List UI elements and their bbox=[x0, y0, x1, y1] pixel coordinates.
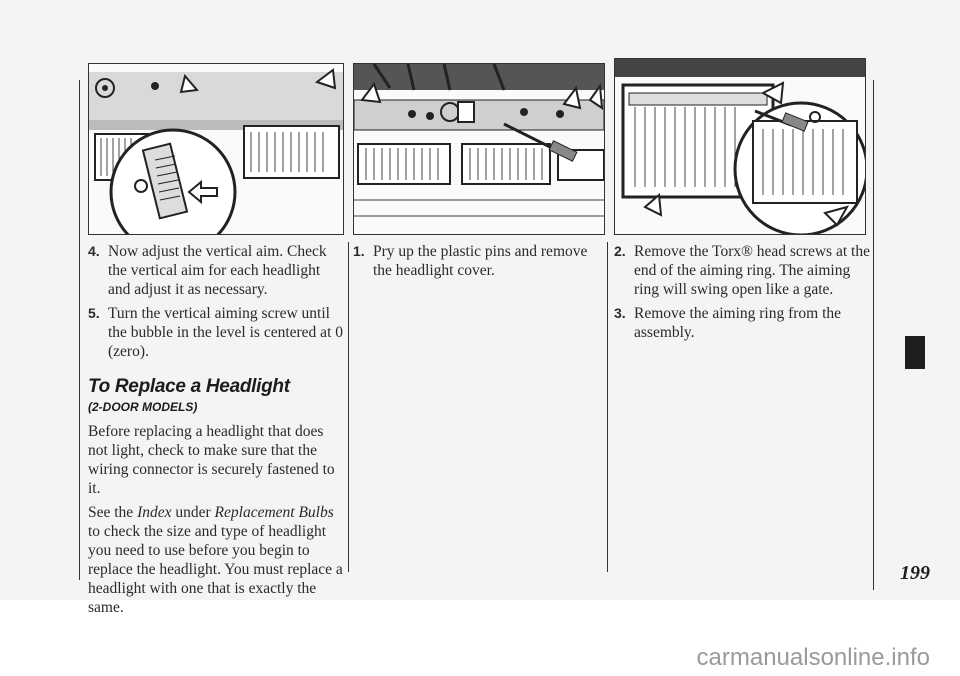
headlight-level-illustration bbox=[89, 64, 343, 234]
step-number: 3. bbox=[614, 305, 626, 321]
step-number: 4. bbox=[88, 243, 100, 259]
step-4 bbox=[88, 242, 346, 299]
watermark: carmanualsonline.info bbox=[696, 644, 930, 671]
text-run: to check the size and type of headlight you need to use before you begin to replace the headlight. You must replace a headlight with one that is exactly the same. bbox=[88, 523, 343, 616]
paragraph-replacement-bulbs bbox=[88, 503, 346, 617]
step-number: 2. bbox=[614, 243, 626, 259]
page-number: 199 bbox=[900, 562, 930, 584]
middle-column bbox=[353, 242, 603, 285]
aiming-ring-illustration bbox=[615, 59, 865, 234]
column-divider bbox=[607, 242, 608, 572]
right-column bbox=[614, 242, 872, 347]
section-subheading: (2-DOOR MODELS) bbox=[88, 400, 198, 414]
text-run: under bbox=[171, 504, 215, 521]
text-run: See the bbox=[88, 504, 138, 521]
step-text: Pry up the plastic pins and remove the headlight cover. bbox=[373, 243, 588, 279]
figure-vertical-aim-level bbox=[88, 63, 344, 235]
column-divider bbox=[79, 80, 80, 580]
step-number: 5. bbox=[88, 305, 100, 321]
index-reference: Index bbox=[137, 504, 172, 521]
step-number: 1. bbox=[353, 243, 365, 259]
step-text: Turn the vertical aiming screw until the bubble in the level is centered at 0 (zero). bbox=[108, 305, 343, 360]
section-tab-marker bbox=[905, 336, 925, 369]
step-text: Now adjust the vertical aim. Check the vertical aim for each headlight and adjust it as necessary. bbox=[108, 243, 327, 298]
step-2 bbox=[614, 242, 872, 299]
section-heading: To Replace a Headlight bbox=[88, 376, 290, 397]
step-5 bbox=[88, 304, 346, 361]
column-divider bbox=[348, 242, 349, 572]
step-text: Remove the aiming ring from the assembly. bbox=[634, 305, 842, 341]
step-1 bbox=[353, 242, 603, 280]
step-3 bbox=[614, 304, 872, 342]
figure-headlight-cover-pins bbox=[353, 63, 605, 235]
paragraph-wiring: Before replacing a headlight that does not light, check to make sure that the wiring connector is securely fastened to it. bbox=[88, 423, 335, 497]
left-column bbox=[88, 242, 346, 622]
step-text: Remove the Torx® head screws at the end of the aiming ring. The aiming ring will swing open like a gate. bbox=[634, 243, 870, 298]
headlight-cover-illustration bbox=[354, 64, 604, 234]
figure-aiming-ring-screws bbox=[614, 58, 866, 235]
column-divider bbox=[873, 80, 874, 590]
replacement-bulbs-reference: Replacement Bulbs bbox=[214, 504, 334, 521]
